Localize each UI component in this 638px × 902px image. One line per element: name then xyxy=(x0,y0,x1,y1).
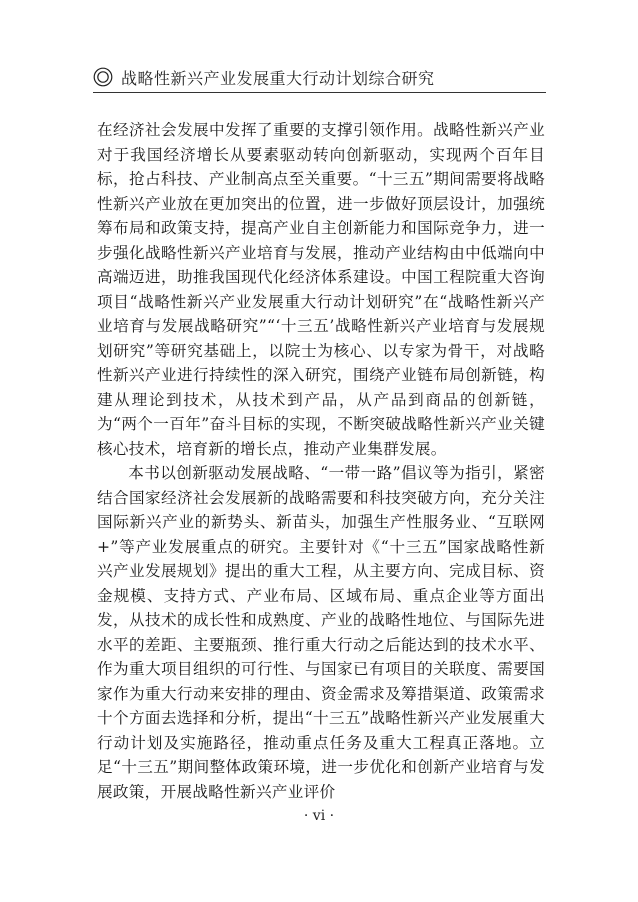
paragraph-1: 在经济社会发展中发挥了重要的支撑引领作用。战略性新兴产业对于我国经济增长从要素驱动转向创新驱动，实现两个百年目标，抢占科技、产业制高点至关重要。“十三五”期间需要将战略性新兴产业放在更加突出的位置，进一步做好顶层设计，加强统筹布局和政策支持，提高产业自主创新能力和国际竞争力，进一步强化战略性新兴产业培育与发展，推动产业结构由中低端向中高端迈进，助推我国现代化经济体系建设。中国工程院重大咨询项目“战略性新兴产业发展重大行动计划研究”在“战略性新兴产业培育与发展战略研究”“‘十三五’战略性新兴产业培育与发展规划研究”等研究基础上，以院士为核心、以专家为骨干，对战略性新兴产业进行持续性的深入研究，围绕产业链布局创新链，构建从理论到技术，从技术到产品，从产品到商品的创新链，为“两个一百年”奋斗目标的实现，不断突破战略性新兴产业关键核心技术，培育新的增长点，推动产业集群发展。 xyxy=(97,121,545,458)
page-number: · vi · xyxy=(303,808,335,824)
body-text xyxy=(97,118,545,804)
running-header xyxy=(93,62,546,92)
paragraph-2: 本书以创新驱动发展战略、“一带一路”倡议等为指引，紧密结合国家经济社会发展新的战略需要和科技突破方向，充分关注国际新兴产业的新势头、新苗头，加强生产性服务业、“互联网+”等产业发展重点的研究。主要针对《“十三五”国家战略性新兴产业发展规划》提出的重大工程，从主要方向、完成目标、资金规模、支持方式、产业布局、区域布局、重点企业等方面出发，从技术的成长性和成熟度、产业的战略性地位、与国际先进水平的差距、主要瓶颈、推行重大行动之后能达到的技术水平、作为重大项目组织的可行性、与国家已有项目的关联度、需要国家作为重大行动来安排的理由、资金需求及筹措渠道、政策需求十个方面去选择和分析，提出“十三五”战略性新兴产业发展重大行动计划及实施路径，推动重点任务及重大工程真正落地。立足“十三五”期间整体政策环境，进一步优化和创新产业培育与发展政策，开展战略性新兴产业评价 xyxy=(97,464,545,801)
book-title: 战略性新兴产业发展重大行动计划综合研究 xyxy=(121,69,435,88)
concentric-circle-icon xyxy=(93,67,113,87)
header-divider xyxy=(93,92,546,93)
